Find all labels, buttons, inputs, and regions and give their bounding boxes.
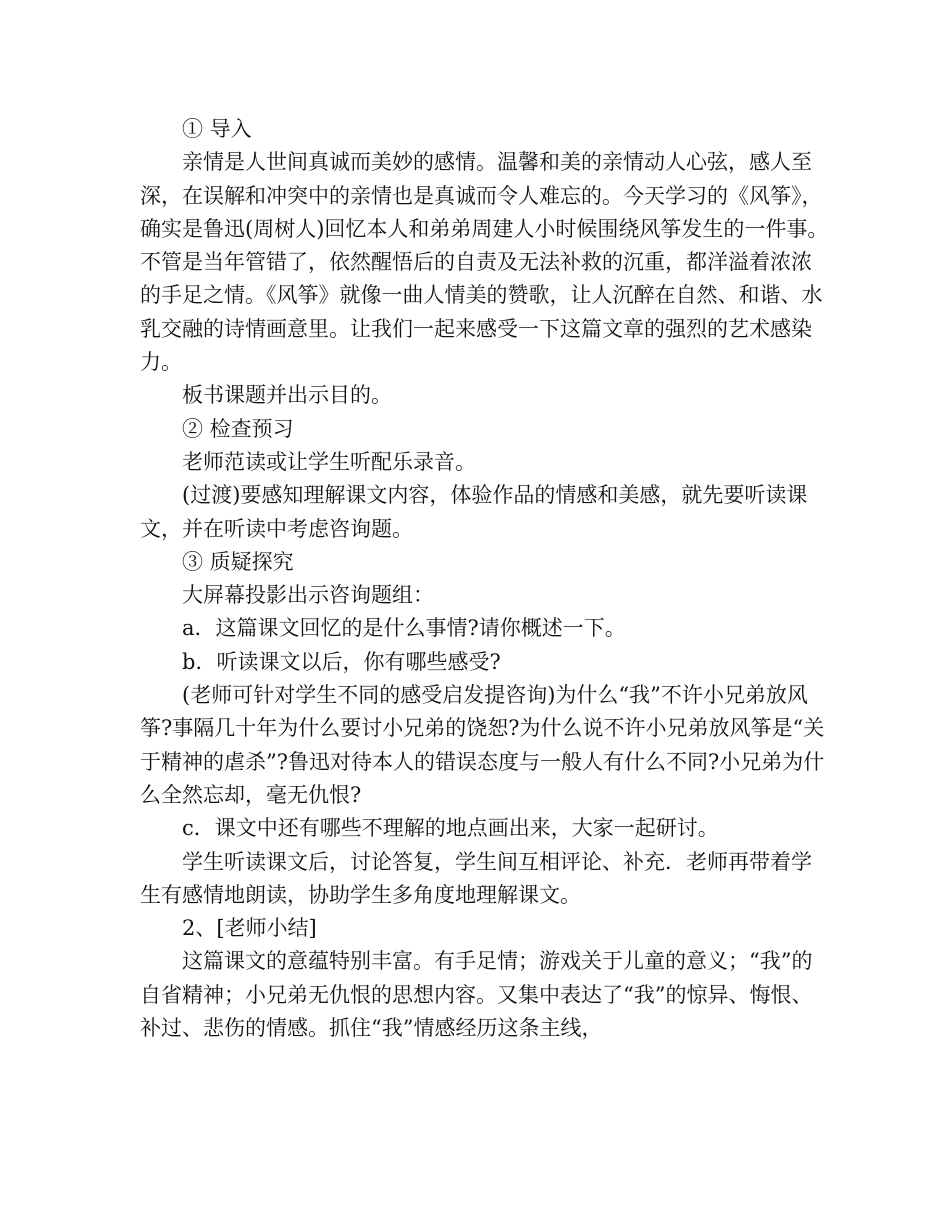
question-b: b．听读课文以后，你有哪些感受? xyxy=(182,649,501,674)
paragraph-projection: 大屏幕投影出示咨询题组： xyxy=(182,583,434,608)
heading-check-preview: ② 检查预习 xyxy=(182,416,294,441)
heading-inquiry: ③ 质疑探究 xyxy=(182,549,294,574)
paragraph-transition: (过渡)要感知理解课文内容，体验作品的情感和美感，就先要听读课文，并在听读中考虑咨询题。 xyxy=(140,483,808,541)
heading-teacher-summary: 2、[老师小结] xyxy=(182,916,317,941)
paragraph-summary: 这篇课文的意蕴特别丰富。有手足情；游戏关于儿童的意义；“我”的自省精神；小兄弟无仇恨的思想内容。又集中表达了“我”的惊异、悔恨、补过、悲伤的情感。抓住“我”情感经历这条主线， xyxy=(140,949,813,1041)
heading-intro: ① 导入 xyxy=(182,117,252,141)
paragraph-teacher-reading: 老师范读或让学生听配乐录音。 xyxy=(182,449,476,474)
question-a: a．这篇课文回忆的是什么事情?请你概述一下。 xyxy=(182,616,626,641)
question-c: c．课文中还有哪些不理解的地点画出来，大家一起研讨。 xyxy=(182,816,719,841)
paragraph-teacher-prompts: (老师可针对学生不同的感受启发提咨询)为什么“我”不许小兄弟放风筝?事隔几十年为什么要讨小兄弟的饶恕?为什么说不许小兄弟放风筝是“关于精神的虐杀”?鲁迅对待本人的错误态度与一般人有什么不同?小兄弟为什么全然忘却，毫无仇恨? xyxy=(140,683,825,807)
paragraph-discussion: 学生听读课文后，讨论答复，学生间互相评论、补充．老师再带着学生有感情地朗读，协助学生多角度地理解课文。 xyxy=(140,849,812,907)
paragraph-intro-text: 亲情是人世间真诚而美妙的感情。温馨和美的亲情动人心弦，感人至深，在误解和冲突中的亲情也是真诚而令人难忘的。今天学习的《风筝》，确实是鲁迅(周树人)回忆本人和弟弟周建人小时候围绕风筝发生的一件事。不管是当年管错了，依然醒悟后的自责及无法补救的沉重，都洋溢着浓浓的手足之情。《风筝》就像一曲人情美的赞歌，让人沉醉在自然、和谐、水乳交融的诗情画意里。让我们一起来感受一下这篇文章的强烈的艺术感染力。 xyxy=(140,150,829,375)
paragraph-board-title: 板书课题并出示目的。 xyxy=(182,383,392,408)
